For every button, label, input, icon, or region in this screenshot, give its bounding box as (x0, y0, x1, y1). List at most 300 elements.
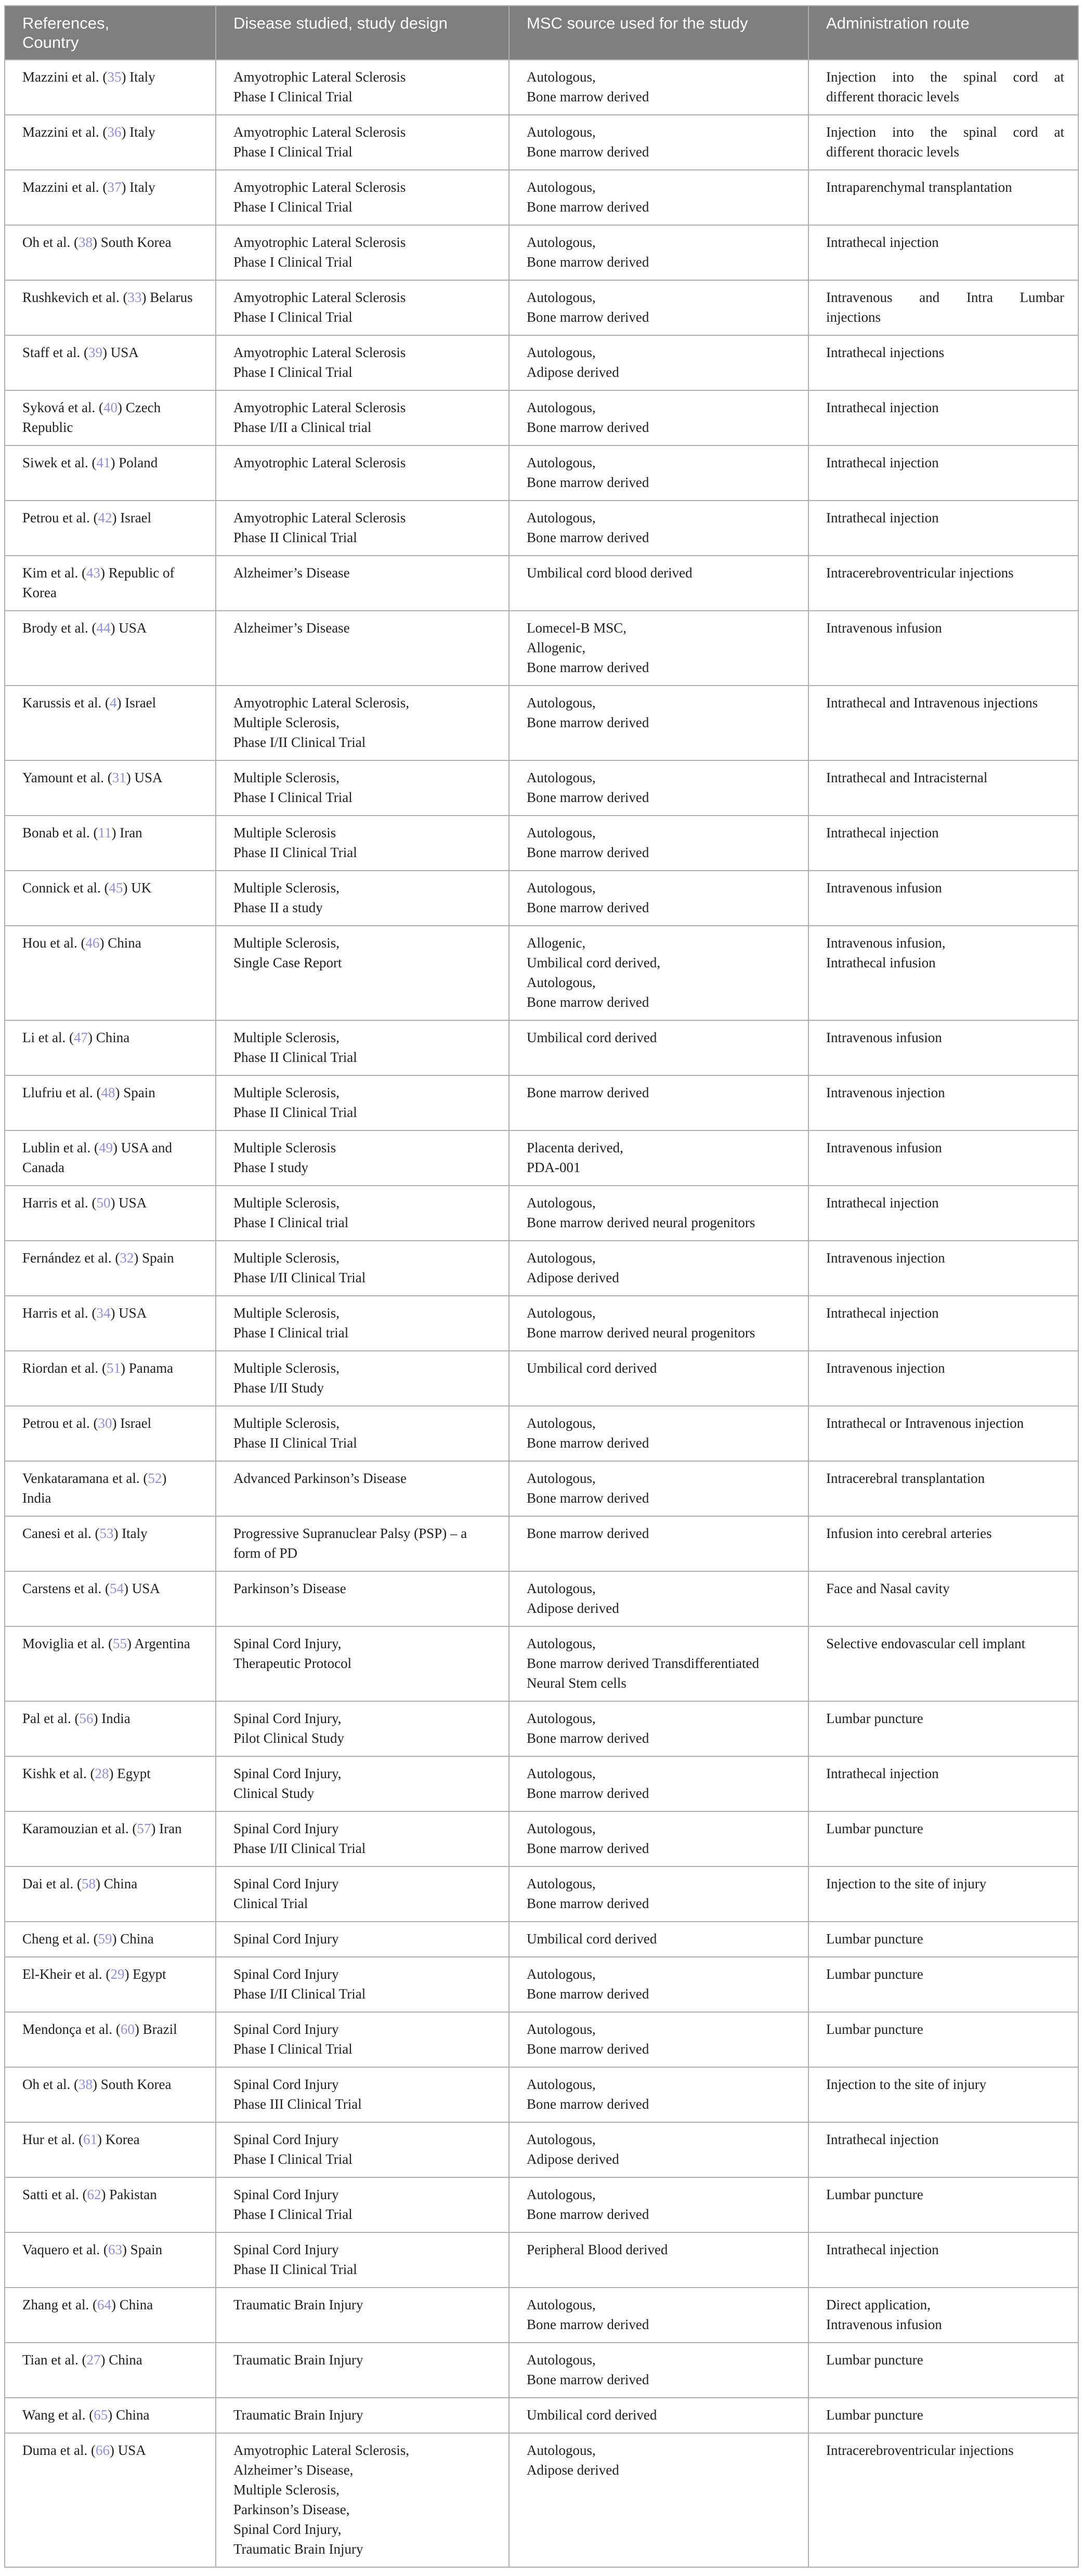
disease-cell (216, 115, 509, 170)
cell-text-line: Intrathecal and Intravenous injections (826, 695, 1038, 711)
route-cell (808, 2177, 1078, 2232)
cell-text-line: Multiple Sclerosis, (233, 880, 339, 896)
citation-link[interactable]: 42 (98, 510, 112, 525)
cell-text-line: India (22, 1490, 51, 1506)
cell-text-line: Bone marrow derived (527, 309, 649, 325)
disease-cell (216, 1241, 509, 1296)
cell-text-line: Autologous, (527, 345, 596, 360)
cell-text-line: Bone marrow derived (527, 530, 649, 545)
table-row (5, 2122, 1078, 2177)
route-cell (808, 1922, 1078, 1957)
cell-text-line: Multiple Sclerosis, (233, 1030, 339, 1045)
msc-source-cell (509, 1131, 808, 1186)
cell-text-line: Riordan et al. (51) Panama (22, 1360, 174, 1376)
route-cell (808, 280, 1078, 335)
reference-cell (5, 170, 216, 225)
route-cell (808, 1811, 1078, 1867)
citation-link[interactable]: 35 (107, 69, 122, 85)
citation-link[interactable]: 53 (99, 1526, 114, 1541)
cell-text-line: Umbilical cord derived (527, 1931, 657, 1947)
msc-source-cell (509, 2232, 808, 2288)
route-cell (808, 1131, 1078, 1186)
route-cell (808, 1957, 1078, 2012)
disease-cell (216, 556, 509, 611)
citation-link[interactable]: 65 (94, 2407, 108, 2423)
citation-link[interactable]: 63 (108, 2242, 122, 2257)
cell-text-line: Bone marrow derived (527, 475, 649, 490)
cell-text-line: Neural Stem cells (527, 1675, 626, 1691)
citation-link[interactable]: 55 (112, 1636, 127, 1651)
route-cell (808, 1020, 1078, 1075)
table-row (5, 335, 1078, 390)
cell-text-line: Dai et al. (58) China (22, 1876, 138, 1891)
cell-text-line: Bone marrow derived (527, 660, 649, 675)
route-cell (808, 445, 1078, 501)
disease-cell (216, 1756, 509, 1811)
route-cell (808, 60, 1078, 115)
cell-text-line: Phase I Clinical Trial (233, 144, 352, 160)
table-row (5, 2177, 1078, 2232)
cell-text-line: Yamount et al. (31) USA (22, 770, 163, 785)
column-header-references (5, 6, 216, 60)
disease-cell (216, 2067, 509, 2122)
cell-text-line: Alzheimer’s Disease, (233, 2462, 354, 2478)
citation-link[interactable]: 54 (109, 1581, 124, 1596)
citation-link[interactable]: 31 (112, 770, 126, 785)
cell-text-line: Bone marrow derived (527, 2372, 649, 2387)
cell-text-line: Amyotrophic Lateral Sclerosis (233, 345, 406, 360)
cell-text-line: Autologous, (527, 1876, 596, 1891)
cell-text-line: Country (22, 33, 79, 51)
msc-source-cell (509, 115, 808, 170)
citation-link[interactable]: 47 (73, 1030, 88, 1045)
cell-text-line: Traumatic Brain Injury (233, 2352, 363, 2368)
reference-cell (5, 280, 216, 335)
reference-cell (5, 445, 216, 501)
cell-text-line: Phase I/II Clinical Trial (233, 1270, 366, 1285)
cell-text-line: Intravenous infusion (826, 1140, 942, 1155)
cell-text-line: Canesi et al. (53) Italy (22, 1526, 148, 1541)
cell-text-line: Carstens et al. (54) USA (22, 1581, 160, 1596)
cell-text-line: Bone marrow derived (527, 2317, 649, 2332)
citation-link[interactable]: 38 (78, 234, 93, 250)
citation-link[interactable]: 50 (96, 1195, 111, 1211)
cell-text-line: Progressive Supranuclear Palsy (PSP) – a (233, 1526, 467, 1541)
msc-source-cell (509, 1516, 808, 1571)
msc-source-cell (509, 1811, 808, 1867)
cell-text-line: Phase I study (233, 1160, 308, 1175)
disease-cell (216, 390, 509, 445)
citation-link[interactable]: 36 (107, 124, 122, 140)
cell-text-line: Spinal Cord Injury (233, 2242, 339, 2257)
disease-cell (216, 335, 509, 390)
cell-text-line: Multiple Sclerosis, (233, 1415, 339, 1431)
cell-text-line: Autologous, (527, 510, 596, 525)
table-header (5, 6, 1078, 60)
cell-text-line: Spinal Cord Injury (233, 2021, 339, 2037)
cell-text-line: Intravenous infusion (826, 880, 942, 896)
reference-cell (5, 1461, 216, 1516)
route-cell (808, 1756, 1078, 1811)
cell-text-line: Lublin et al. (49) USA and (22, 1140, 172, 1155)
msc-source-cell (509, 1867, 808, 1922)
table-row (5, 280, 1078, 335)
cell-text-line: Umbilical cord derived, (527, 955, 661, 970)
table-row (5, 1811, 1078, 1867)
cell-text-line: El-Kheir et al. (29) Egypt (22, 1966, 166, 1982)
route-cell (808, 335, 1078, 390)
cell-text-line: Bone marrow derived (527, 900, 649, 915)
table-row (5, 2288, 1078, 2343)
cell-text-line: Spinal Cord Injury (233, 1821, 339, 1836)
cell-text-line: Intrathecal or Intravenous injection (826, 1415, 1024, 1431)
msc-source-cell (509, 1756, 808, 1811)
cell-text-line: Autologous, (527, 2187, 596, 2202)
msc-source-cell (509, 760, 808, 816)
cell-text-line: Adipose derived (527, 1600, 619, 1616)
cell-text-line: Bone marrow derived (527, 89, 649, 104)
citation-link[interactable]: 66 (95, 2442, 110, 2458)
cell-text-line: Vaquero et al. (63) Spain (22, 2242, 163, 2257)
cell-text-line: Intracerebral transplantation (826, 1470, 985, 1486)
msc-source-cell (509, 335, 808, 390)
cell-text-line: Bone marrow derived Transdifferentiated (527, 1655, 760, 1671)
cell-text-line: Bone marrow derived (527, 199, 649, 215)
citation-link[interactable]: 11 (98, 825, 112, 840)
cell-text-line: Phase III Clinical Trial (233, 2096, 362, 2112)
cell-text-line: Phase I/II Clinical Trial (233, 1986, 366, 2002)
route-cell (808, 1186, 1078, 1241)
disease-cell (216, 686, 509, 760)
cell-text-line: Autologous, (527, 1305, 596, 1321)
cell-text-line: Oh et al. (38) South Korea (22, 234, 172, 250)
reference-cell (5, 335, 216, 390)
table-row (5, 1296, 1078, 1351)
route-cell (808, 611, 1078, 686)
cell-text-line: Multiple Sclerosis, (233, 2482, 339, 2498)
cell-text-line: Injection into the spinal cord at (826, 124, 1064, 140)
cell-text-line: Brody et al. (44) USA (22, 620, 147, 636)
cell-text-line: Phase I Clinical Trial (233, 199, 352, 215)
msc-source-cell (509, 816, 808, 871)
citation-link[interactable]: 32 (120, 1250, 134, 1266)
cell-text-line: Autologous, (527, 1415, 596, 1431)
disease-cell (216, 2122, 509, 2177)
msc-source-cell (509, 1406, 808, 1461)
cell-text-line: Phase II Clinical Trial (233, 845, 357, 860)
table-row (5, 1571, 1078, 1626)
cell-text-line: Spinal Cord Injury, (233, 1766, 342, 1781)
cell-text-line: Fernández et al. (32) Spain (22, 1250, 174, 1266)
cell-text-line: Wang et al. (65) China (22, 2407, 150, 2423)
cell-text-line: Umbilical cord derived (527, 2407, 657, 2423)
route-cell (808, 556, 1078, 611)
msc-source-cell (509, 871, 808, 926)
column-header-msc_source (509, 6, 808, 60)
cell-text-line: Bone marrow derived (527, 254, 649, 270)
cell-text-line: Face and Nasal cavity (826, 1581, 950, 1596)
msc-source-cell (509, 1020, 808, 1075)
cell-text-line: Lumbar puncture (826, 1821, 923, 1836)
reference-cell (5, 2122, 216, 2177)
cell-text-line: Intravenous infusion (826, 2317, 942, 2332)
citation-link[interactable]: 4 (109, 695, 117, 711)
cell-text-line: Amyotrophic Lateral Sclerosis (233, 179, 406, 195)
msc-source-cell (509, 1186, 808, 1241)
cell-text-line: Bone marrow derived (527, 1841, 649, 1856)
msc-source-cell (509, 556, 808, 611)
cell-text-line: Amyotrophic Lateral Sclerosis (233, 124, 406, 140)
citation-link[interactable]: 30 (98, 1415, 112, 1431)
citation-link[interactable]: 40 (103, 400, 117, 415)
citation-link[interactable]: 38 (78, 2076, 93, 2092)
cell-text-line: Parkinson’s Disease, (233, 2502, 350, 2517)
cell-text-line: Autologous, (527, 2352, 596, 2368)
table-row (5, 1461, 1078, 1516)
cell-text-line: Bone marrow derived neural progenitors (527, 1215, 755, 1230)
msc-source-cell (509, 2343, 808, 2398)
cell-text-line: Autologous, (527, 1250, 596, 1266)
reference-cell (5, 115, 216, 170)
table-row (5, 445, 1078, 501)
citation-link[interactable]: 46 (85, 935, 100, 951)
cell-text-line: Parkinson’s Disease (233, 1581, 346, 1596)
route-cell (808, 2288, 1078, 2343)
citation-link[interactable]: 48 (101, 1085, 115, 1100)
route-cell (808, 686, 1078, 760)
cell-text-line: Moviglia et al. (55) Argentina (22, 1636, 190, 1651)
cell-text-line: Phase II Clinical Trial (233, 2262, 357, 2277)
cell-text-line: Spinal Cord Injury (233, 2132, 339, 2147)
cell-text-line: Bone marrow derived (527, 144, 649, 160)
msc-source-cell (509, 1701, 808, 1756)
cell-text-line: Bone marrow derived (527, 1785, 649, 1801)
reference-cell (5, 2067, 216, 2122)
cell-text-line: Phase I Clinical Trial (233, 790, 352, 805)
route-cell (808, 501, 1078, 556)
reference-cell (5, 60, 216, 115)
msc-source-cell (509, 390, 808, 445)
cell-text-line: Intravenous injection (826, 1250, 945, 1266)
table-row (5, 390, 1078, 445)
cell-text-line: Multiple Sclerosis, (233, 1085, 339, 1100)
cell-text-line: Phase I Clinical Trial (233, 364, 352, 380)
disease-cell (216, 1131, 509, 1186)
route-cell (808, 2433, 1078, 2567)
cell-text-line: Hou et al. (46) China (22, 935, 141, 951)
cell-text-line: Phase I Clinical trial (233, 1215, 349, 1230)
disease-cell (216, 1020, 509, 1075)
table-row (5, 816, 1078, 871)
citation-link[interactable]: 57 (137, 1821, 151, 1836)
cell-text-line: Bone marrow derived (527, 1526, 649, 1541)
citation-link[interactable]: 33 (127, 290, 142, 305)
cell-text-line: Bone marrow derived (527, 1986, 649, 2002)
citation-link[interactable]: 39 (88, 345, 102, 360)
cell-text-line: Connick et al. (45) UK (22, 880, 152, 896)
table-row (5, 1756, 1078, 1811)
reference-cell (5, 1756, 216, 1811)
disease-cell (216, 1186, 509, 1241)
cell-text-line: Allogenic, (527, 935, 586, 951)
table-row (5, 611, 1078, 686)
table-row (5, 871, 1078, 926)
cell-text-line: Canada (22, 1160, 64, 1175)
msc-source-cell (509, 170, 808, 225)
cell-text-line: Clinical Study (233, 1785, 315, 1801)
cell-text-line: Autologous, (527, 69, 596, 85)
cell-text-line: different thoracic levels (826, 144, 959, 160)
cell-text-line: Autologous, (527, 770, 596, 785)
table-row (5, 1406, 1078, 1461)
route-cell (808, 760, 1078, 816)
msc-source-cell (509, 2433, 808, 2567)
cell-text-line: Bone marrow derived (527, 419, 649, 435)
citation-link[interactable]: 61 (83, 2132, 97, 2147)
table-row (5, 1516, 1078, 1571)
cell-text-line: Multiple Sclerosis, (233, 770, 339, 785)
cell-text-line: Autologous, (527, 234, 596, 250)
citation-link[interactable]: 60 (120, 2021, 135, 2037)
cell-text-line: Autologous, (527, 2076, 596, 2092)
cell-text-line: Intravenous infusion (826, 620, 942, 636)
table-row (5, 1351, 1078, 1406)
table-row (5, 556, 1078, 611)
citation-link[interactable]: 41 (96, 455, 111, 470)
table-row (5, 1241, 1078, 1296)
cell-text-line: Spinal Cord Injury, (233, 1711, 342, 1726)
cell-text-line: Tian et al. (27) China (22, 2352, 142, 2368)
citation-link[interactable]: 62 (87, 2187, 101, 2202)
cell-text-line: Pal et al. (56) India (22, 1711, 130, 1726)
disease-cell (216, 445, 509, 501)
citation-link[interactable]: 29 (110, 1966, 125, 1982)
cell-text-line: Multiple Sclerosis, (233, 935, 339, 951)
cell-text-line: Karussis et al. (4) Israel (22, 695, 156, 711)
cell-text-line: Bone marrow derived (527, 1085, 649, 1100)
citation-link[interactable]: 43 (86, 565, 100, 581)
column-header-disease (216, 6, 509, 60)
disease-cell (216, 2398, 509, 2433)
cell-text-line: Autologous, (527, 179, 596, 195)
reference-cell (5, 816, 216, 871)
disease-cell (216, 501, 509, 556)
reference-cell (5, 2232, 216, 2288)
citation-link[interactable]: 27 (86, 2352, 101, 2368)
cell-text-line: Spinal Cord Injury, (233, 2521, 342, 2537)
cell-text-line: Autologous, (527, 825, 596, 840)
cell-text-line: Lumbar puncture (826, 1931, 923, 1947)
cell-text-line: Therapeutic Protocol (233, 1655, 352, 1671)
route-cell (808, 1867, 1078, 1922)
cell-text-line: Staff et al. (39) USA (22, 345, 139, 360)
reference-cell (5, 1571, 216, 1626)
disease-cell (216, 926, 509, 1020)
cell-text-line: Autologous, (527, 2442, 596, 2458)
cell-text-line: Intrathecal injection (826, 2132, 939, 2147)
reference-cell (5, 1957, 216, 2012)
citation-link[interactable]: 28 (95, 1766, 109, 1781)
route-cell (808, 871, 1078, 926)
citation-link[interactable]: 56 (79, 1711, 94, 1726)
disease-cell (216, 1296, 509, 1351)
cell-text-line: Phase I Clinical Trial (233, 309, 352, 325)
cell-text-line: Administration route (826, 14, 970, 32)
cell-text-line: PDA-001 (527, 1160, 581, 1175)
citation-link[interactable]: 51 (106, 1360, 121, 1376)
citation-link[interactable]: 58 (81, 1876, 96, 1891)
cell-text-line: Umbilical cord blood derived (527, 565, 693, 581)
msc-source-cell (509, 1351, 808, 1406)
citation-link[interactable]: 49 (98, 1140, 113, 1155)
cell-text-line: Disease studied, study design (233, 14, 448, 32)
cell-text-line: Phase II a study (233, 900, 323, 915)
route-cell (808, 1351, 1078, 1406)
citation-link[interactable]: 52 (148, 1470, 162, 1486)
cell-text-line: Intrathecal injection (826, 2242, 939, 2257)
cell-text-line: Bonab et al. (11) Iran (22, 825, 142, 840)
cell-text-line: Multiple Sclerosis, (233, 1305, 339, 1321)
cell-text-line: Petrou et al. (30) Israel (22, 1415, 152, 1431)
disease-cell (216, 816, 509, 871)
disease-cell (216, 611, 509, 686)
reference-cell (5, 871, 216, 926)
cell-text-line: Lumbar puncture (826, 2352, 923, 2368)
citation-link[interactable]: 64 (97, 2297, 111, 2312)
citation-link[interactable]: 59 (98, 1931, 112, 1947)
route-cell (808, 2232, 1078, 2288)
disease-cell (216, 170, 509, 225)
cell-text-line: Phase I Clinical trial (233, 1325, 349, 1340)
cell-text-line: Autologous, (527, 290, 596, 305)
disease-cell (216, 2288, 509, 2343)
cell-text-line: Lumbar puncture (826, 2021, 923, 2037)
cell-text-line: Autologous, (527, 1581, 596, 1596)
cell-text-line: Bone marrow derived (527, 994, 649, 1010)
msc-source-cell (509, 1241, 808, 1296)
cell-text-line: Injection to the site of injury (826, 2076, 987, 2092)
disease-cell (216, 2012, 509, 2067)
cell-text-line: Bone marrow derived (527, 2206, 649, 2222)
disease-cell (216, 2343, 509, 2398)
citation-link[interactable]: 44 (96, 620, 111, 636)
table-row (5, 2232, 1078, 2288)
disease-cell (216, 1516, 509, 1571)
disease-cell (216, 2433, 509, 2567)
table-row (5, 170, 1078, 225)
citation-link[interactable]: 37 (107, 179, 122, 195)
msc-source-cell (509, 2398, 808, 2433)
cell-text-line: Spinal Cord Injury (233, 2187, 339, 2202)
reference-cell (5, 1186, 216, 1241)
citation-link[interactable]: 45 (109, 880, 123, 896)
table-row (5, 225, 1078, 280)
reference-cell (5, 2398, 216, 2433)
disease-cell (216, 225, 509, 280)
citation-link[interactable]: 34 (96, 1305, 111, 1321)
reference-cell (5, 1075, 216, 1131)
cell-text-line: Intrathecal injection (826, 400, 939, 415)
cell-text-line: Multiple Sclerosis, (233, 1195, 339, 1211)
route-cell (808, 115, 1078, 170)
reference-cell (5, 556, 216, 611)
cell-text-line: Adipose derived (527, 364, 619, 380)
table-row (5, 1701, 1078, 1756)
cell-text-line: Clinical Trial (233, 1896, 308, 1911)
table-row (5, 60, 1078, 115)
cell-text-line: Autologous, (527, 124, 596, 140)
cell-text-line: Multiple Sclerosis (233, 1140, 336, 1155)
